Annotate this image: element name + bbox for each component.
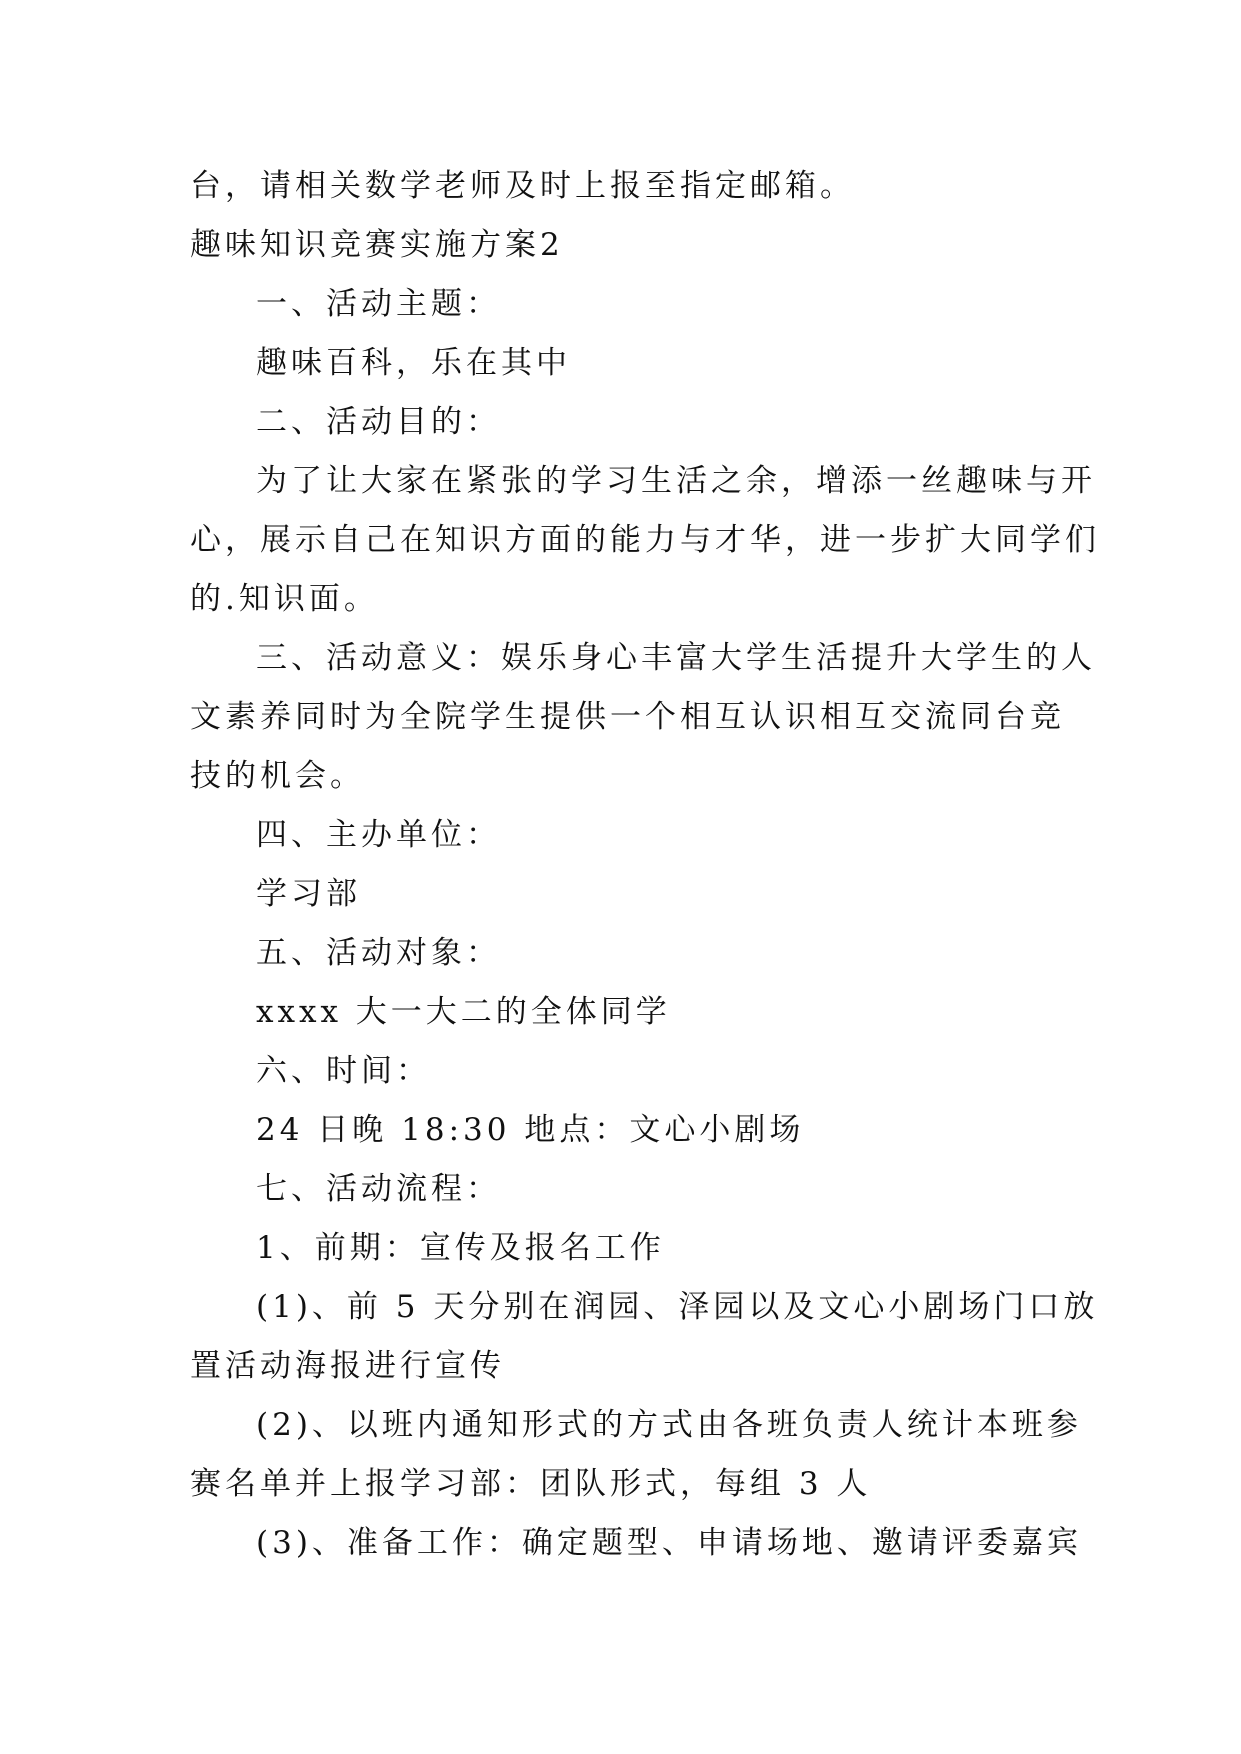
text-line: 技的机会。 xyxy=(190,758,365,794)
section-title: 趣味知识竞赛实施方案2 xyxy=(190,227,564,263)
heading-process: 七、活动流程： xyxy=(256,1171,501,1207)
text-line: 学习部 xyxy=(256,876,361,912)
text-line: (2)、以班内通知形式的方式由各班负责人统计本班参 xyxy=(256,1407,1082,1443)
text-line: (1)、前 5 天分别在润园、泽园以及文心小剧场门口放 xyxy=(256,1289,1099,1325)
text-line: 趣味百科，乐在其中 xyxy=(256,345,571,381)
heading-significance: 三、活动意义：娱乐身心丰富大学生活提升大学生的人 xyxy=(256,640,1096,676)
text-line: 台，请相关数学老师及时上报至指定邮箱。 xyxy=(190,168,855,204)
text-line: 为了让大家在紧张的学习生活之余，增添一丝趣味与开 xyxy=(256,463,1096,499)
heading-organizer: 四、主办单位： xyxy=(256,817,501,853)
text-line: 的.知识面。 xyxy=(190,581,379,617)
text-line: 文素养同时为全院学生提供一个相互认识相互交流同台竞 xyxy=(190,699,1065,735)
text-line: 24 日晚 18:30 地点：文心小剧场 xyxy=(256,1112,805,1148)
heading-participants: 五、活动对象： xyxy=(256,935,501,971)
text-line: 置活动海报进行宣传 xyxy=(190,1348,505,1384)
heading-theme: 一、活动主题： xyxy=(256,286,501,322)
text-line: 心，展示自己在知识方面的能力与才华，进一步扩大同学们 xyxy=(190,522,1100,558)
text-line: 赛名单并上报学习部：团队形式，每组 3 人 xyxy=(190,1466,872,1502)
heading-time: 六、时间： xyxy=(256,1053,431,1089)
heading-purpose: 二、活动目的： xyxy=(256,404,501,440)
text-line: xxxx 大一大二的全体同学 xyxy=(256,994,671,1030)
text-line: (3)、准备工作：确定题型、申请场地、邀请评委嘉宾 xyxy=(256,1525,1082,1561)
text-line: 1、前期：宣传及报名工作 xyxy=(256,1230,665,1266)
